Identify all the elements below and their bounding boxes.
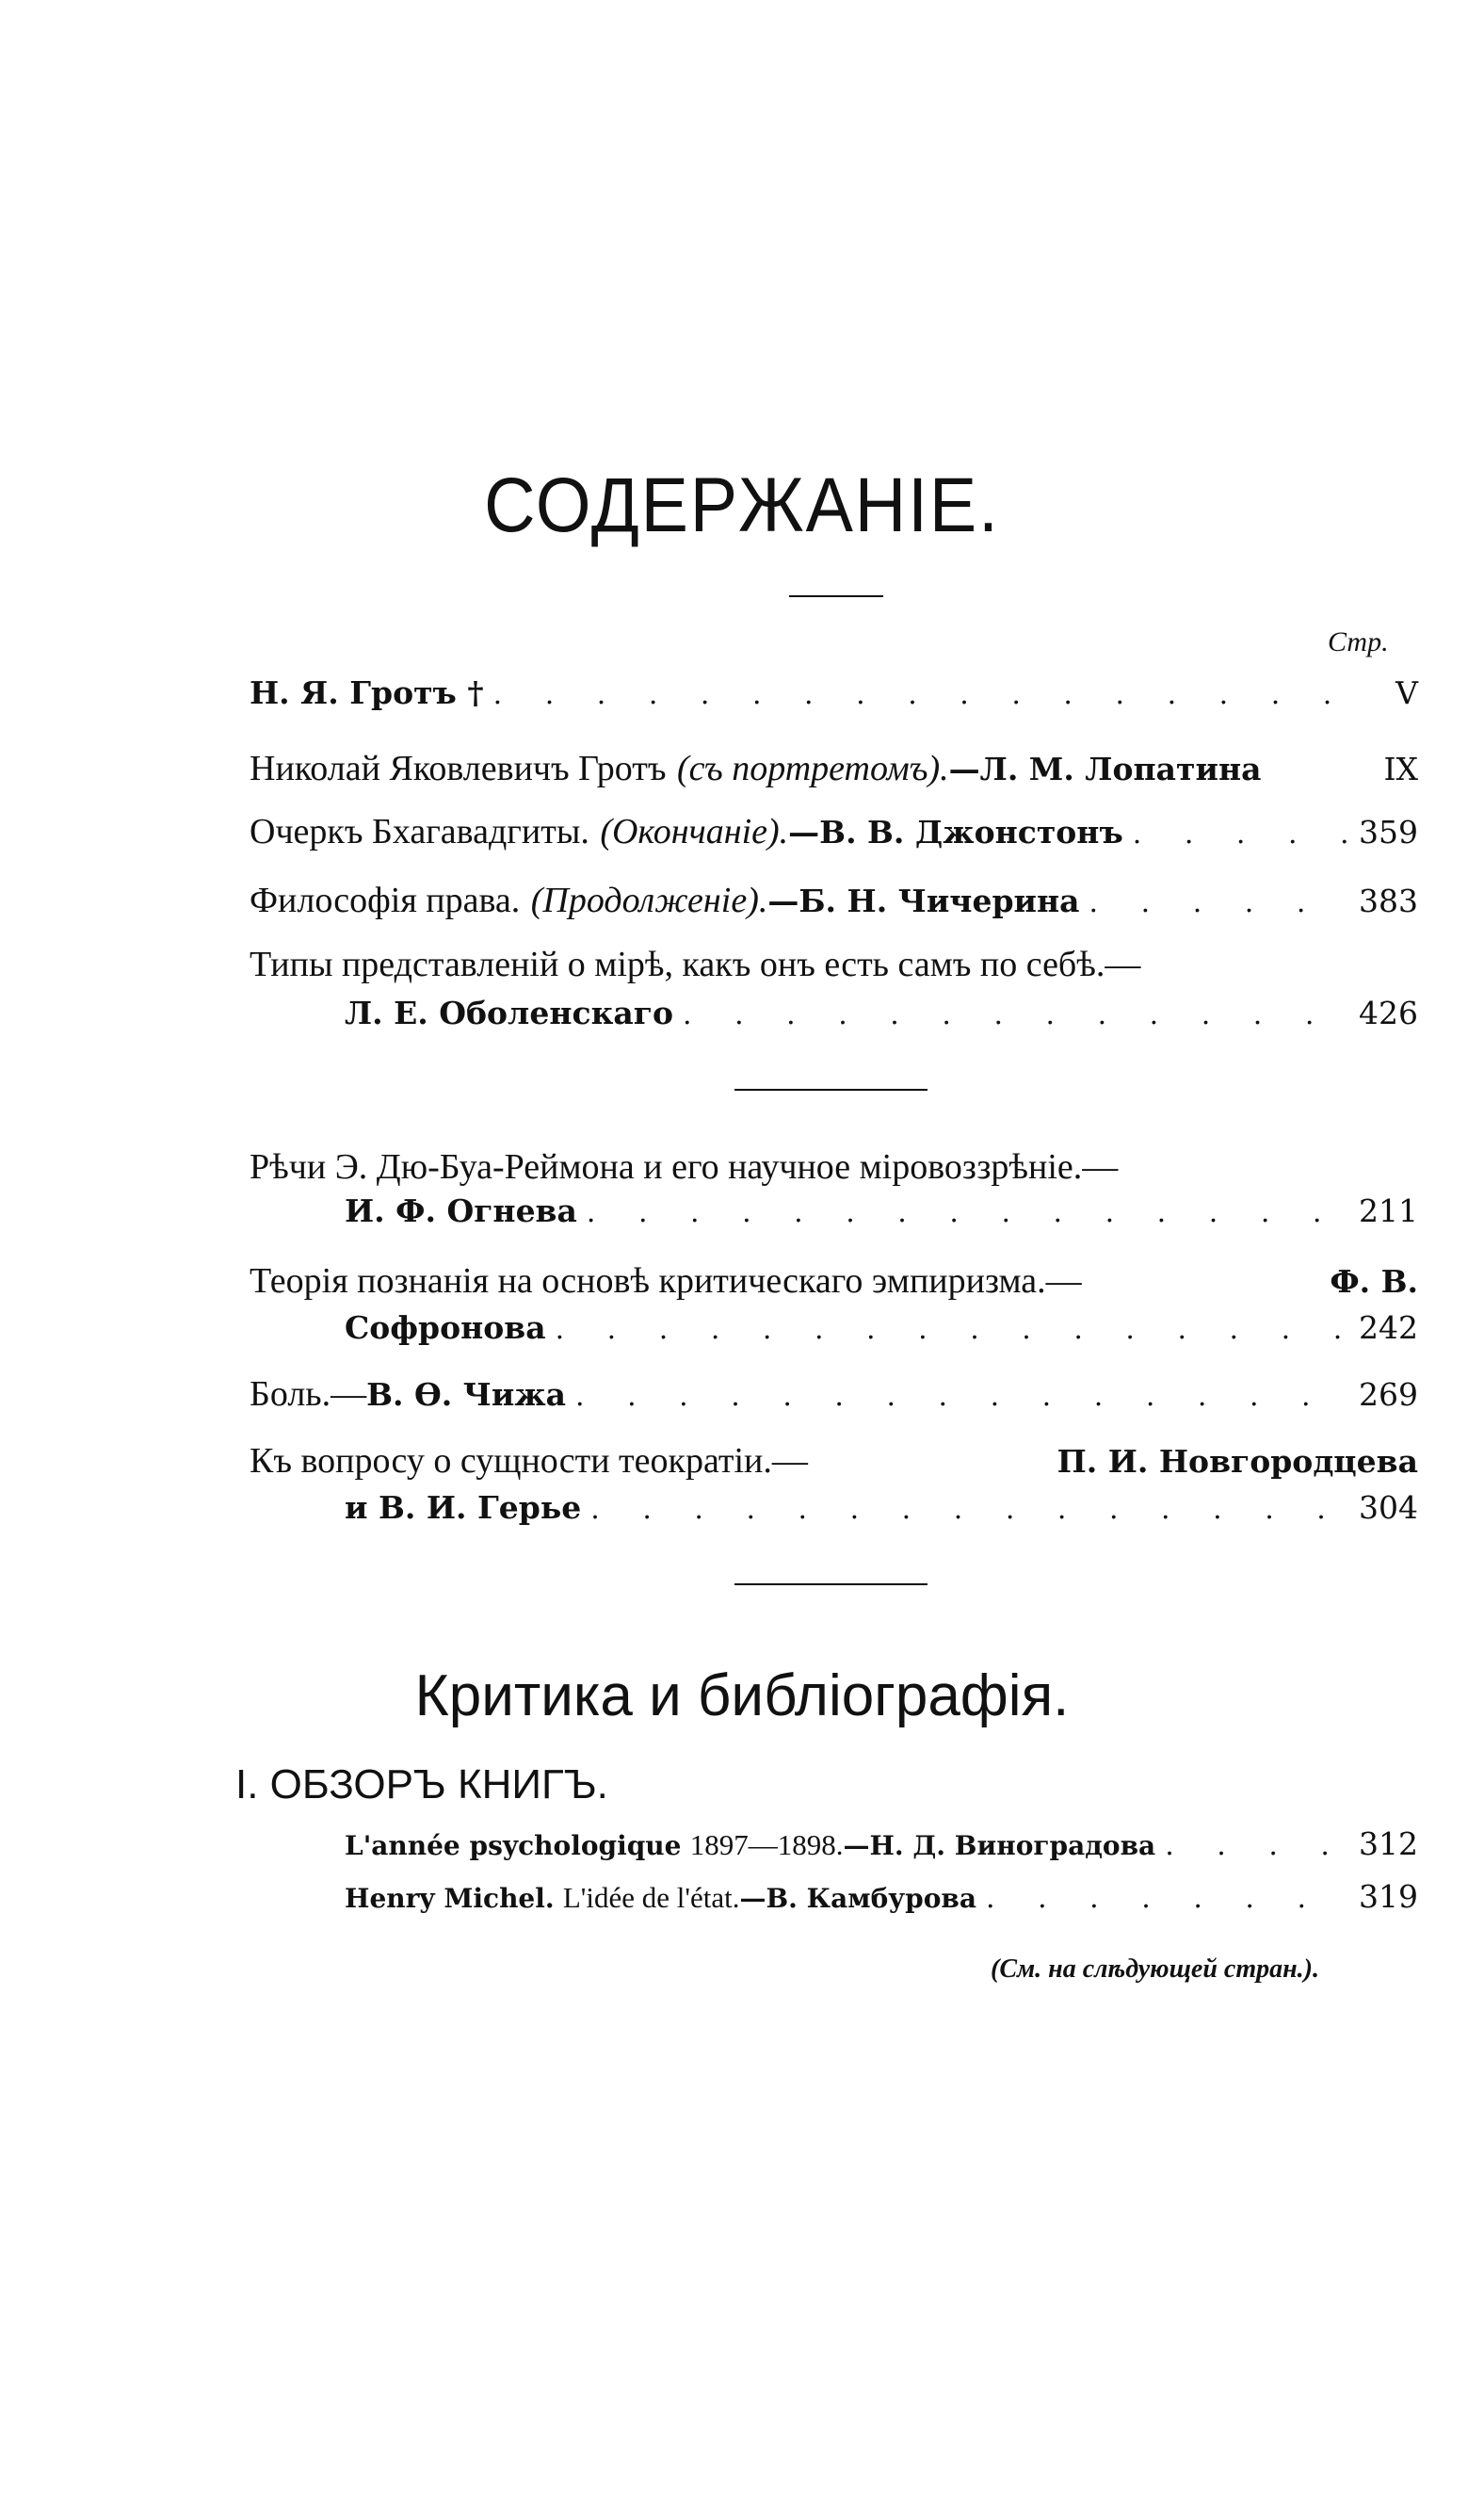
- page-number: 359: [1359, 814, 1418, 851]
- entry-years: 1897—1898.: [689, 1828, 844, 1861]
- entry-author: —Н. Д. Виноградова: [843, 1830, 1156, 1861]
- page-number: 242: [1359, 1309, 1418, 1346]
- entry-title: Типы представленій о мірѣ, какъ онъ есть самъ по себѣ.—: [250, 945, 1141, 984]
- subsection-title: I. ОБЗОРЪ КНИГЪ.: [235, 1761, 608, 1808]
- toc-entry[interactable]: [250, 1371, 1418, 1417]
- leader-dots: [556, 1307, 1349, 1353]
- page-number: 211: [1359, 1192, 1418, 1229]
- entry-title: Н. Я. Гротъ †: [250, 674, 484, 711]
- leader-dots: [1165, 1824, 1349, 1869]
- entry-author: и В. И. Герье: [345, 1489, 582, 1526]
- entry-title: Henry Michel.: [345, 1883, 555, 1914]
- toc-entry[interactable]: [250, 1144, 1418, 1190]
- leader-dots: [683, 993, 1349, 1038]
- leader-dots: [986, 1876, 1349, 1921]
- page-number: 304: [1359, 1489, 1418, 1526]
- toc-entry[interactable]: [345, 1874, 1418, 1920]
- page-number: 319: [1359, 1878, 1418, 1915]
- entry-author: В. Ѳ. Чижа: [366, 1376, 567, 1413]
- divider: [789, 595, 883, 597]
- page-title: СОДЕРЖАНІЕ.: [484, 462, 1000, 548]
- toc-entry[interactable]: [250, 1258, 1418, 1304]
- entry-author: И. Ф. Огнева: [345, 1192, 577, 1229]
- toc-entry[interactable]: [345, 1822, 1418, 1867]
- page-column-label: Стр.: [1328, 626, 1389, 657]
- entry-author: —Л. М. Лопатина: [948, 751, 1262, 787]
- toc-entry[interactable]: [250, 878, 1418, 923]
- leader-dots: [590, 1487, 1349, 1532]
- leader-dots: [1089, 881, 1349, 926]
- page-number: IX: [1383, 751, 1418, 787]
- leader-dots: [493, 673, 1352, 718]
- toc-entry-continuation[interactable]: [345, 991, 1418, 1036]
- divider: [734, 1089, 928, 1091]
- toc-entry-continuation[interactable]: [345, 1305, 1418, 1351]
- page-number: 312: [1359, 1825, 1418, 1862]
- toc-entry-continuation[interactable]: [345, 1189, 1418, 1234]
- toc-entry[interactable]: [250, 1438, 1418, 1483]
- entry-author: —Б. Н. Чичерина: [767, 883, 1080, 919]
- page-number: 269: [1359, 1376, 1418, 1413]
- entry-title: Боль.—: [250, 1374, 367, 1414]
- entry-title: L'année psychologique: [345, 1830, 682, 1861]
- footnote: (См. на слѣдующей стран.).: [991, 1954, 1319, 1984]
- entry-title: Николай Яковлевичъ Гротъ: [250, 749, 667, 788]
- leader-dots: [1133, 812, 1349, 857]
- entry-author: Софронова: [345, 1309, 546, 1346]
- divider: [734, 1583, 928, 1585]
- section-title: Критика и библіографія.: [414, 1663, 1070, 1728]
- page-number: 426: [1359, 995, 1418, 1031]
- page-number: 383: [1359, 883, 1418, 919]
- entry-title: Философія права.: [250, 881, 521, 920]
- entry-author: —В. В. Джонстонъ: [788, 814, 1123, 851]
- entry-author: —В. Камбурова: [739, 1883, 977, 1914]
- toc-entry[interactable]: [250, 746, 1418, 791]
- entry-author: Л. Е. Оболенскаго: [345, 995, 674, 1031]
- entry-author: Ф. В.: [1330, 1263, 1418, 1300]
- entry-title: Къ вопросу о сущности теократіи.—: [250, 1441, 808, 1481]
- entry-note: (Продолженіе).: [530, 881, 768, 920]
- toc-entry[interactable]: [250, 809, 1418, 854]
- entry-note: (Окончаніе).: [600, 812, 789, 851]
- entry-title: Теорія познанія на основѣ критическаго эмпиризма.—: [250, 1261, 1082, 1301]
- entry-subtitle: L'idée de l'état.: [562, 1881, 740, 1914]
- toc-entry-continuation[interactable]: [345, 1485, 1418, 1531]
- entry-title: Рѣчи Э. Дю-Буа-Реймона и его научное міровоззрѣніе.—: [250, 1147, 1119, 1187]
- leader-dots: [587, 1191, 1349, 1236]
- leader-dots: [575, 1374, 1349, 1419]
- entry-note: (съ портретомъ).: [676, 749, 949, 788]
- entry-author: П. И. Новгородцева: [1057, 1443, 1418, 1480]
- toc-entry[interactable]: [250, 671, 1418, 716]
- toc-entry[interactable]: [250, 942, 1418, 987]
- page-number: V: [1395, 674, 1418, 711]
- entry-title: Очеркъ Бхагавадгиты.: [250, 812, 589, 851]
